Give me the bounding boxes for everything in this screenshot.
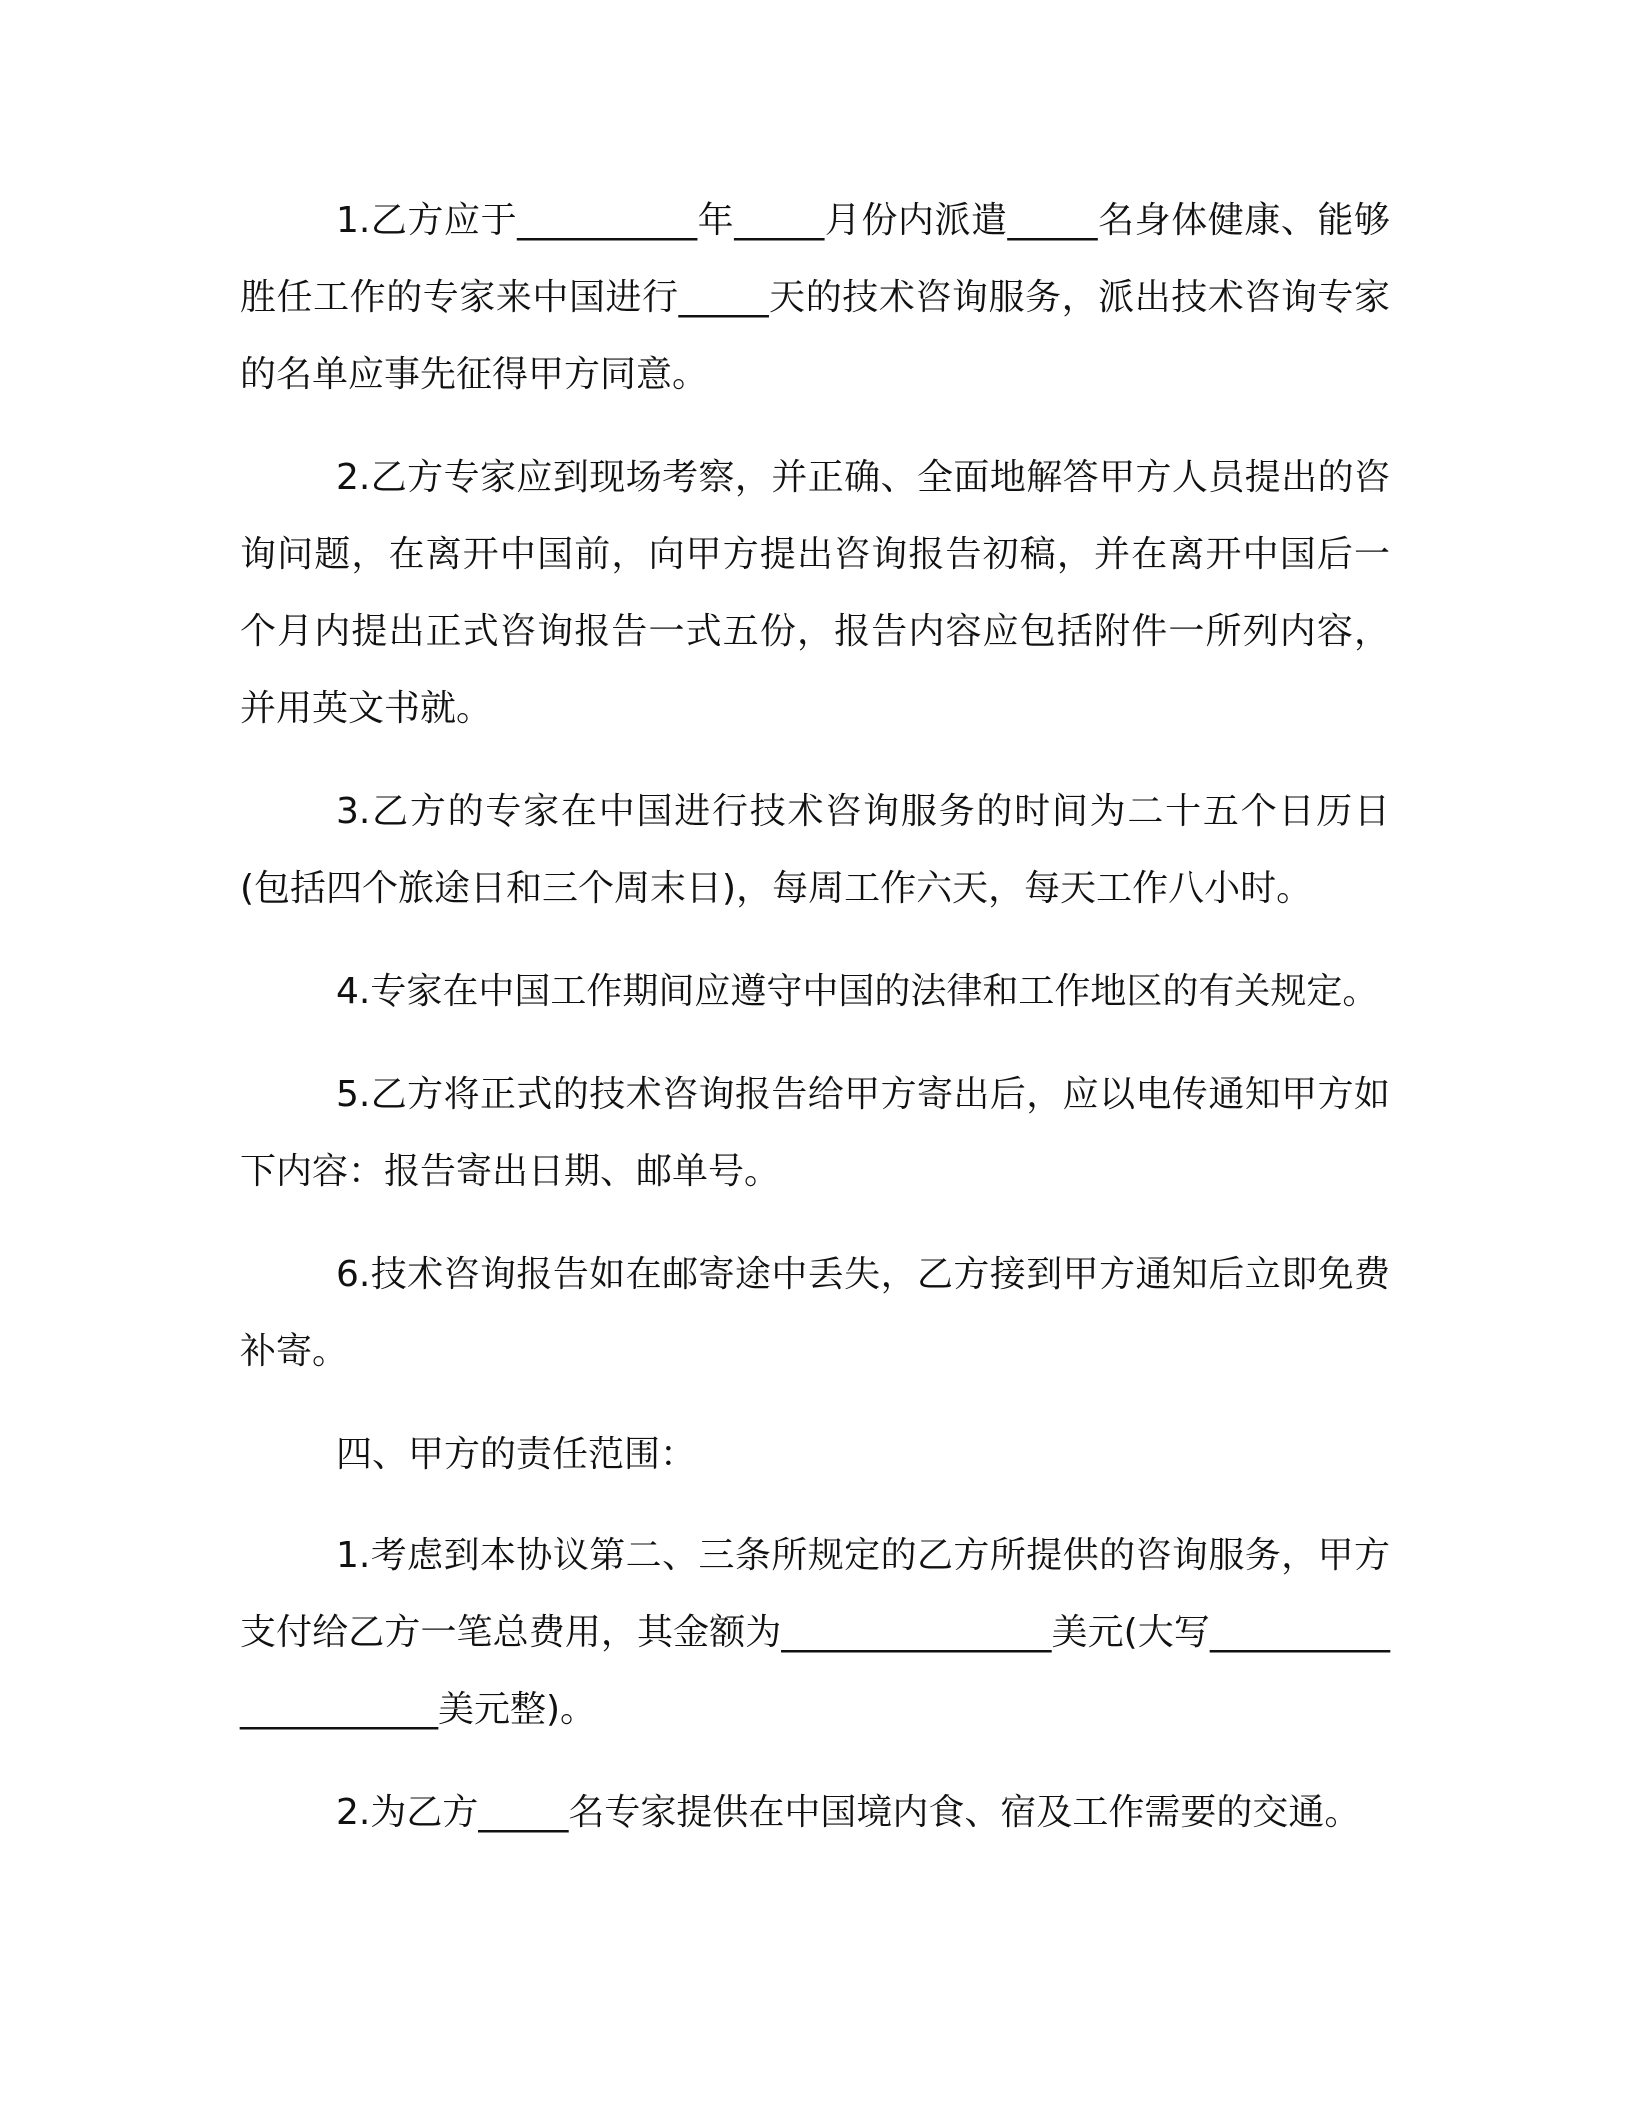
clause-b-4: 4.专家在中国工作期间应遵守中国的法律和工作地区的有关规定。: [336, 971, 1379, 1012]
document-page: [240, 182, 1390, 1851]
clause-b-1: 1.乙方应于__________年_____月份内派遣_____名身体健康、能够胜任工作的专家来中国进行_____天的技术咨询服务，派出技术咨询专家的名单应事先征得甲方同意。: [240, 200, 1390, 395]
clause-b-2: 2.乙方专家应到现场考察，并正确、全面地解答甲方人员提出的咨询问题，在离开中国前，向甲方提出咨询报告初稿，并在离开中国后一个月内提出正式咨询报告一式五份，报告内容应包括附件一所列内容，并用英文书就。: [240, 457, 1390, 729]
section-heading-party-a-responsibility: 四、甲方的责任范围：: [336, 1434, 697, 1475]
clause-c-2: 2.为乙方_____名专家提供在中国境内食、宿及工作需要的交通。: [336, 1792, 1361, 1833]
clause-b-3: 3.乙方的专家在中国进行技术咨询服务的时间为二十五个日历日(包括四个旅途日和三个周末日)，每周工作六天，每天工作八小时。: [240, 791, 1390, 909]
clause-c-1: 1.考虑到本协议第二、三条所规定的乙方所提供的咨询服务，甲方支付给乙方一笔总费用，其金额为_______________美元(大写_____________________美元整)。: [240, 1535, 1390, 1730]
clause-b-6: 6.技术咨询报告如在邮寄途中丢失，乙方接到甲方通知后立即免费补寄。: [240, 1254, 1390, 1372]
clause-b-5: 5.乙方将正式的技术咨询报告给甲方寄出后，应以电传通知甲方如下内容：报告寄出日期、邮单号。: [240, 1074, 1390, 1192]
